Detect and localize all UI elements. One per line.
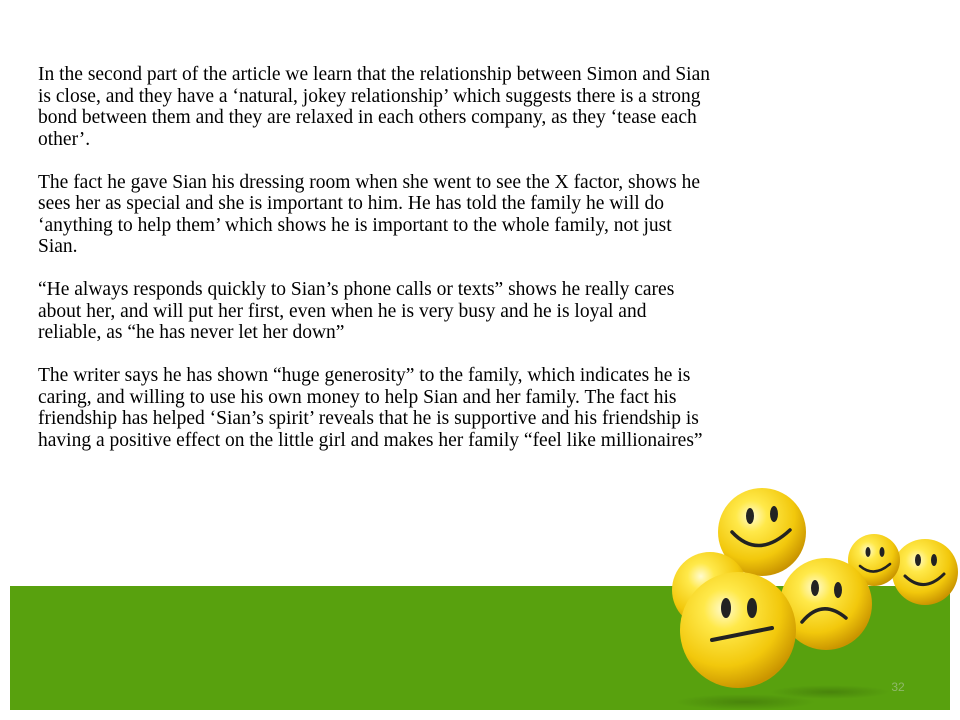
- unsure-smiley-front-icon: [680, 572, 796, 688]
- smiley-faces-cluster-icon: [650, 480, 960, 710]
- paragraph-2: The fact he gave Sian his dressing room when she went to see the X factor, shows he sees her as special and she is important to him. He has told the family he will do ‘anything to help them’ which shows he is important to the whole family, not just Sian.: [38, 171, 701, 257]
- small-smiley-right-icon: [892, 539, 958, 605]
- page-number: 32: [891, 680, 905, 694]
- shadow: [770, 685, 890, 699]
- paragraph-4: The writer says he has shown “huge generosity” to the family, which indicates he is caring, and willing to use his own money to help Sian and her family. The fact his friendship has helped ‘Sian’s spirit’ reveals that he is supportive and his friendship is having a positive effect on the little girl and makes her family “feel like millionaires”: [38, 365, 703, 451]
- paragraph-3: “He always responds quickly to Sian’s phone calls or texts” shows he really cares about her, and will put her first, even when he is very busy and he is loyal and reliable, as “he has never let her down”: [38, 279, 675, 343]
- paragraph-1: In the second part of the article we learn that the relationship between Simon and Sian is close, and they have a ‘natural, jokey relationship’ which suggests there is a strong bond between them and they are relaxed in each others company, as they ‘tease each other’.: [38, 64, 710, 150]
- body-text: [38, 64, 818, 473]
